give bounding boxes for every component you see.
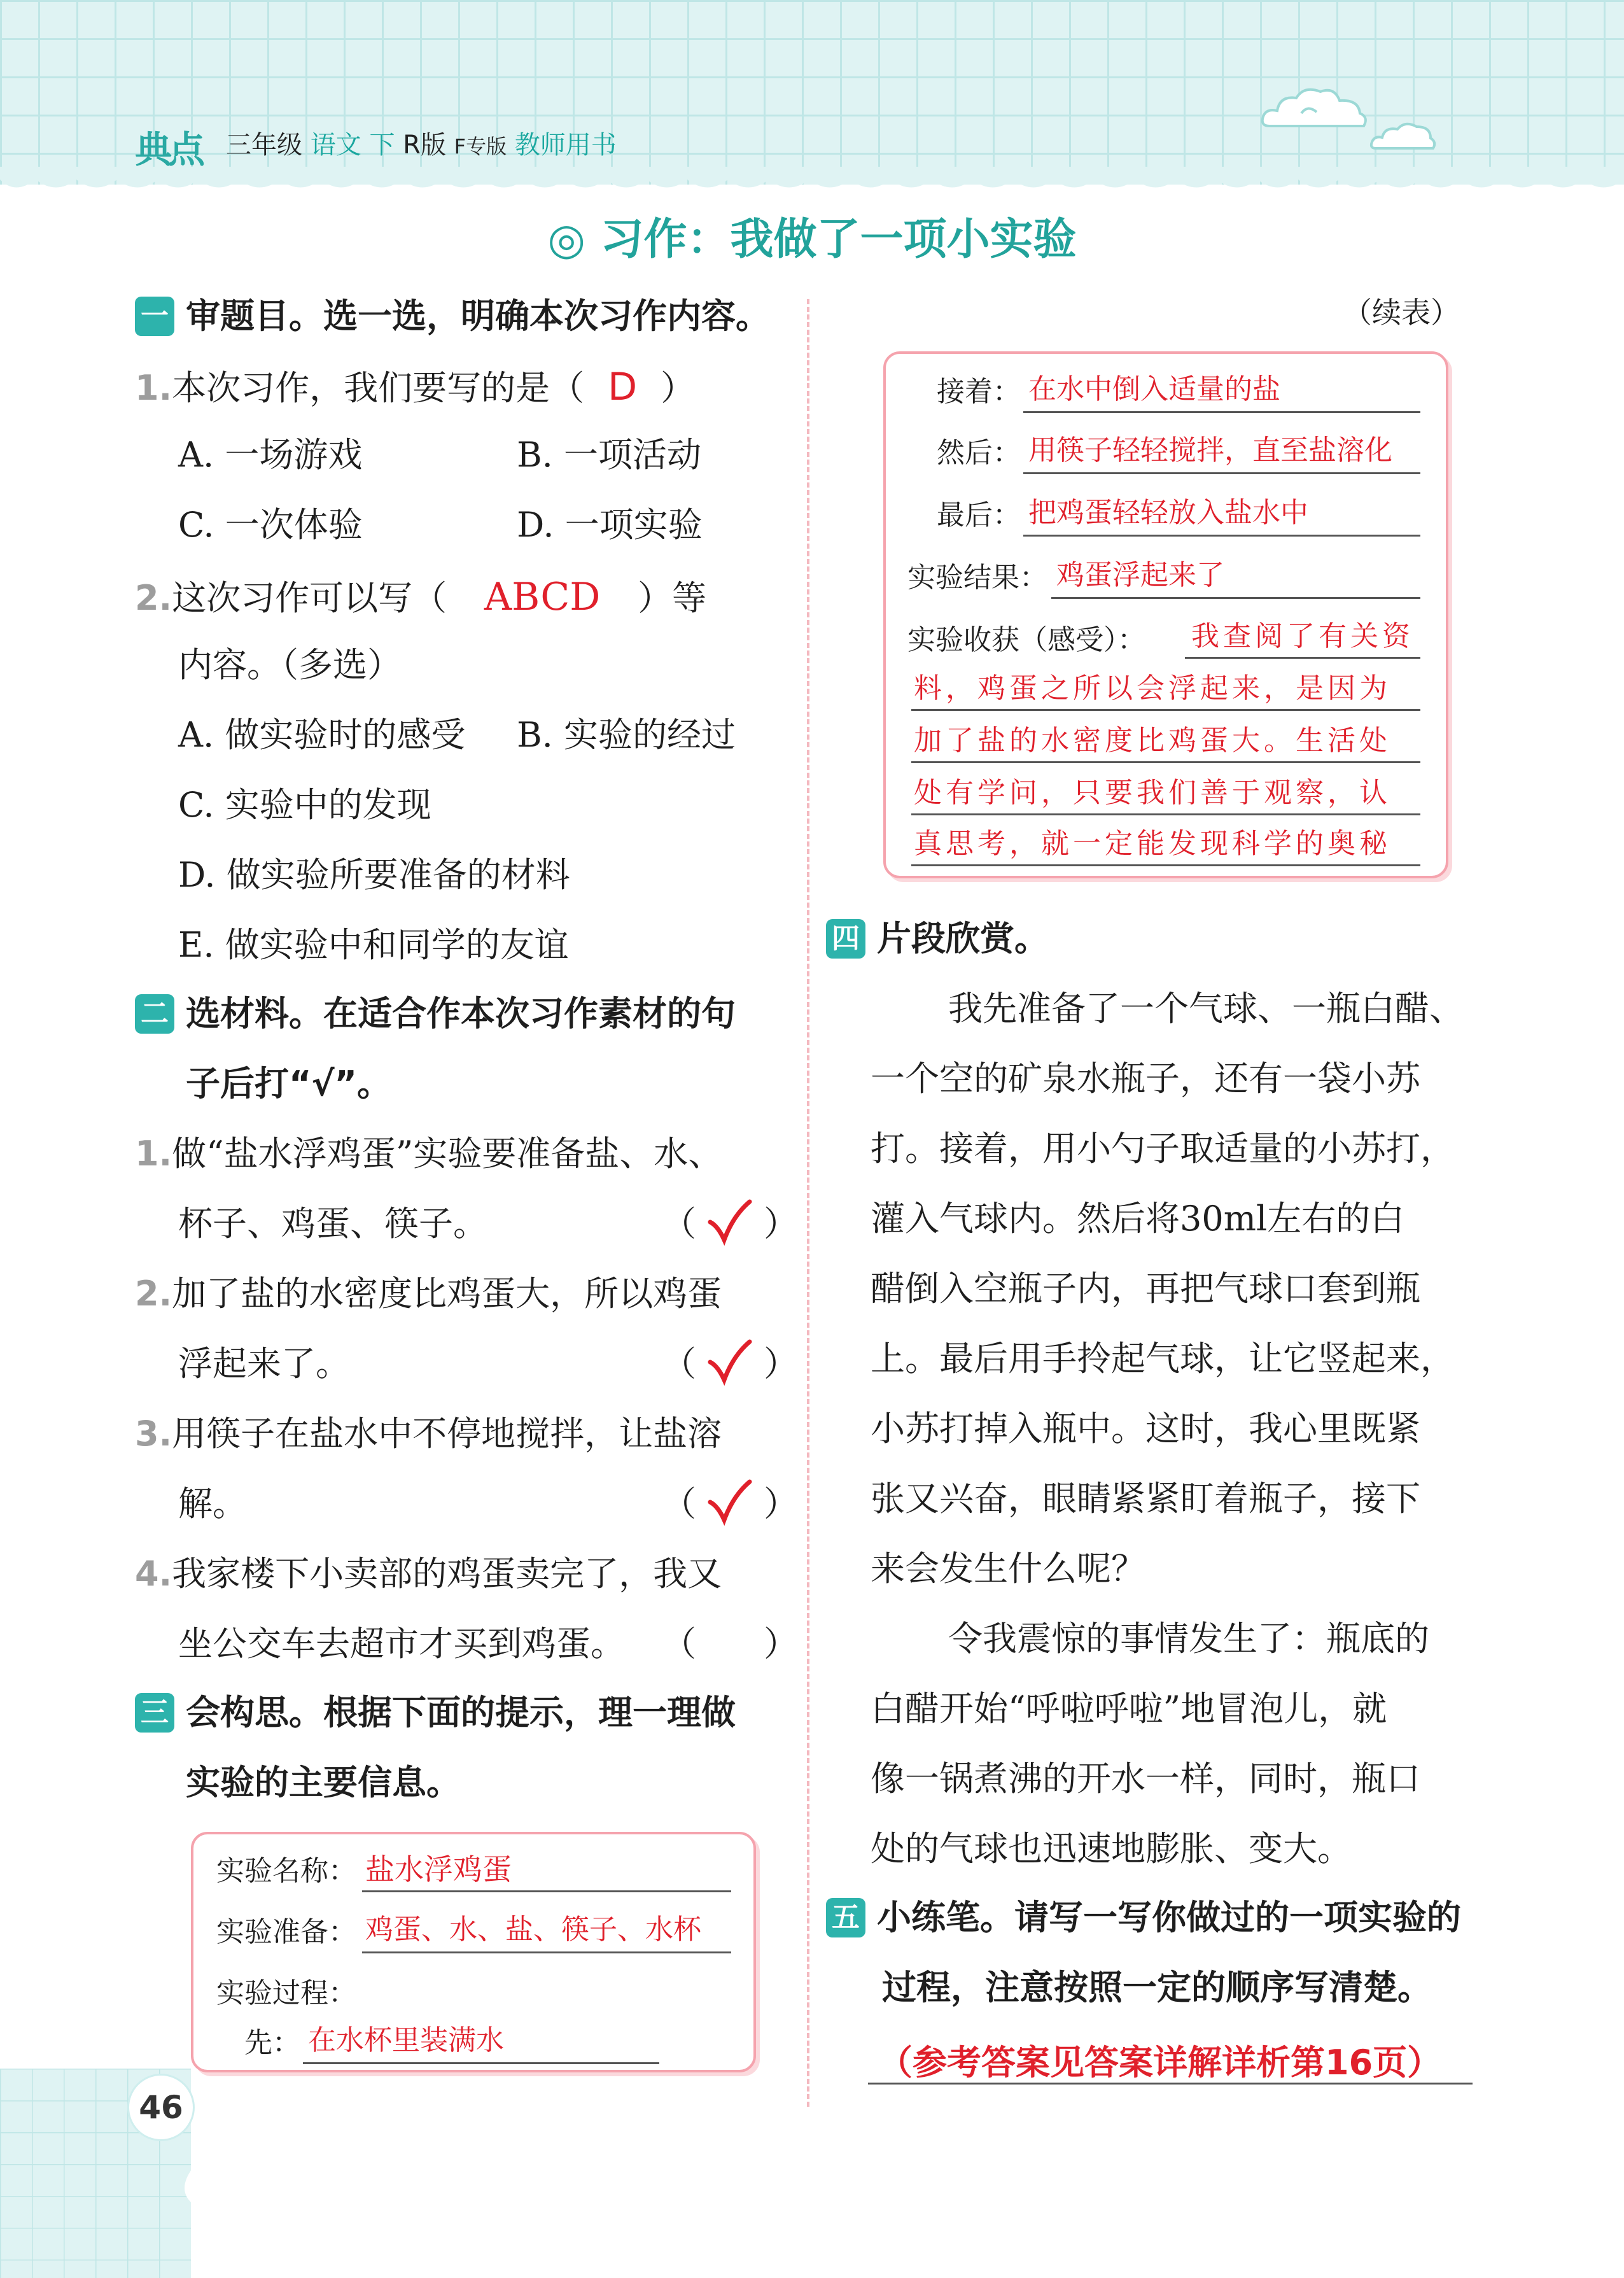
header-term: 下 (369, 130, 395, 160)
option-a: A. 做实验时的感受 (178, 715, 466, 755)
gain-line: 处有学问，只要我们善于观察，认 (914, 777, 1391, 809)
question-text: ）等 (638, 578, 707, 618)
experiment-info-card (191, 1832, 756, 2072)
prep-label: 实验准备： (216, 1916, 356, 1948)
paren-open: （ (662, 1344, 696, 1384)
question-2-line2: 内容。（多选） (178, 645, 402, 685)
answer-underline (868, 2083, 1473, 2085)
brand-logo: 典点 (135, 128, 202, 171)
gain-label: 实验收获（感受）： (907, 624, 1145, 656)
first-value: 在水杯里装满水 (308, 2024, 504, 2057)
check-mark-icon (705, 1198, 753, 1246)
header-special: F专版 (454, 134, 507, 158)
name-value: 盐水浮鸡蛋 (365, 1852, 512, 1887)
section3-heading-line1: 会构思。根据下面的提示，理一理做 (186, 1692, 736, 1733)
question-number: 1. (135, 368, 172, 408)
section-badge-4: 四 (826, 919, 865, 959)
page-number: 46 (127, 2074, 195, 2141)
header-edition: R版 (403, 130, 446, 160)
section1-heading: 审题目。选一选，明确本次习作内容。 (186, 296, 770, 336)
gain-line: 真思考，就一定能发现科学的奥秘 (914, 827, 1391, 860)
answer-underline (911, 709, 1420, 711)
answer-underline (362, 1890, 731, 1892)
then-value: 用筷子轻轻搅拌，直至盐溶化 (1028, 434, 1392, 467)
item-text: 用筷子在盐水中不停地搅拌，让盐溶 (172, 1414, 722, 1454)
paren-open: （ (662, 1204, 696, 1244)
item-text-line2: 坐公交车去超市才买到鸡蛋。 (178, 1624, 625, 1664)
passage-line: 一个空的矿泉水瓶子，还有一袋小苏 (871, 1058, 1420, 1099)
option-d: D. 一项实验 (517, 505, 703, 545)
section5-heading-line2: 过程，注意按照一定的顺序写清楚。 (882, 1967, 1432, 2007)
passage-line: 令我震惊的事情发生了：瓶底的 (948, 1619, 1429, 1659)
passage-line: 像一锅煮沸的开水一样，同时，瓶口 (871, 1759, 1420, 1799)
item-number: 4. (135, 1554, 172, 1594)
section-badge-3: 三 (135, 1693, 174, 1733)
answer-underline (303, 2062, 659, 2064)
question-number: 2. (135, 578, 172, 618)
column-divider (807, 299, 809, 2107)
passage-line: 灌入气球内。然后将30ml左右的白 (871, 1199, 1405, 1239)
answer-underline (1023, 535, 1420, 537)
answer-underline (1185, 657, 1420, 659)
item-number: 2. (135, 1274, 172, 1314)
list-item (135, 1274, 722, 1314)
page-title: ◎ 习作：我做了一项小实验 (547, 214, 1077, 265)
process-label: 实验过程： (216, 1977, 356, 2009)
answer-underline (1051, 597, 1420, 599)
item-text: 我家楼下小卖部的鸡蛋卖完了，我又 (172, 1554, 722, 1594)
passage-line: 处的气球也迅速地膨胀、变大。 (871, 1829, 1352, 1869)
last-label: 最后： (937, 499, 1021, 531)
item-text-line2: 解。 (178, 1484, 247, 1524)
paren-close: ） (764, 1204, 798, 1244)
name-label: 实验名称： (216, 1855, 356, 1887)
option-e: E. 做实验中和同学的友谊 (178, 925, 569, 965)
list-item (135, 1134, 723, 1174)
item-text: 加了盐的水密度比鸡蛋大，所以鸡蛋 (172, 1274, 722, 1314)
paren-close: ） (764, 1624, 798, 1664)
question-text: 这次习作可以写（ (172, 578, 447, 618)
header-book: 教师用书 (514, 130, 617, 160)
option-b: B. 一项活动 (517, 435, 702, 475)
continued-note: （续表） (1343, 295, 1460, 330)
item-text-line2: 浮起来了。 (178, 1344, 350, 1384)
section-badge-1: 一 (135, 297, 174, 336)
paren-open: （ (662, 1624, 696, 1664)
cloud-icon (1257, 81, 1371, 139)
section-badge-5: 五 (826, 1898, 865, 1937)
item-number: 1. (135, 1134, 172, 1174)
answer-underline (911, 864, 1420, 866)
section5-heading-line1: 小练笔。请写一写你做过的一项实验的 (877, 1897, 1461, 1937)
list-item (135, 1414, 722, 1454)
next-label: 接着： (937, 376, 1021, 408)
check-mark-icon (705, 1338, 753, 1386)
experiment-process-card (883, 351, 1448, 878)
cloud-icon (1368, 118, 1438, 156)
gain-line: 我查阅了有关资 (1191, 620, 1414, 652)
section2-heading-line2: 子后打“√”。 (186, 1064, 391, 1104)
header-book-info (226, 125, 617, 161)
passage-line: 我先准备了一个气球、一瓶白醋、 (948, 988, 1464, 1029)
result-label: 实验结果： (907, 561, 1047, 594)
paren-close: ） (764, 1344, 798, 1384)
answer-underline (1023, 411, 1420, 413)
question-text: 本次习作，我们要写的是（ (172, 368, 585, 408)
answer-underline (911, 761, 1420, 763)
answer-underline (362, 1951, 731, 1953)
option-c: C. 实验中的发现 (178, 785, 431, 825)
answer-text: ABCD (484, 575, 601, 619)
passage-line: 小苏打掉入瓶中。这时，我心里既紧 (871, 1409, 1420, 1449)
header-subject: 语文 (310, 130, 361, 160)
passage-line: 来会发生什么呢？ (871, 1549, 1145, 1589)
answer-text: D (607, 365, 638, 409)
answer-reference: （参考答案见答案详解详析第16页） (878, 2042, 1442, 2083)
gain-line: 加了盐的水密度比鸡蛋大。生活处 (914, 724, 1391, 757)
paren-close: ） (764, 1484, 798, 1524)
option-b: B. 实验的经过 (517, 715, 736, 755)
question-text: ） (661, 368, 696, 408)
passage-line: 白醋开始“呼啦呼啦”地冒泡儿，就 (871, 1689, 1387, 1729)
result-value: 鸡蛋浮起来了 (1056, 559, 1224, 591)
option-c: C. 一次体验 (178, 505, 363, 545)
item-text: 做“盐水浮鸡蛋”实验要准备盐、水、 (172, 1134, 723, 1174)
last-value: 把鸡蛋轻轻放入盐水中 (1028, 496, 1308, 529)
first-label: 先： (244, 2027, 300, 2059)
header-wave-edge (0, 167, 1624, 205)
question-2 (135, 575, 707, 619)
question-1 (135, 365, 696, 409)
item-text-line2: 杯子、鸡蛋、筷子。 (178, 1204, 487, 1244)
answer-underline (1023, 472, 1420, 474)
prep-value: 鸡蛋、水、盐、筷子、水杯 (365, 1913, 701, 1946)
check-mark-icon (705, 1478, 753, 1526)
passage-line: 醋倒入空瓶子内，再把气球口套到瓶 (871, 1269, 1420, 1309)
gain-line: 料，鸡蛋之所以会浮起来，是因为 (914, 672, 1391, 705)
next-value: 在水中倒入适量的盐 (1028, 373, 1280, 405)
option-a: A. 一场游戏 (178, 435, 363, 475)
passage-line: 上。最后用手拎起气球，让它竖起来， (871, 1339, 1455, 1379)
section4-heading: 片段欣赏。 (877, 918, 1049, 959)
section2-heading-line1: 选材料。在适合作本次习作素材的句 (186, 994, 736, 1034)
then-label: 然后： (937, 437, 1021, 469)
option-d: D. 做实验所要准备的材料 (178, 855, 570, 895)
passage-line: 打。接着，用小勺子取适量的小苏打， (871, 1128, 1455, 1169)
answer-underline (911, 813, 1420, 815)
passage-line: 张又兴奋，眼睛紧紧盯着瓶子，接下 (871, 1479, 1420, 1519)
item-number: 3. (135, 1414, 172, 1454)
section3-heading-line2: 实验的主要信息。 (186, 1762, 461, 1803)
header-grade: 三年级 (226, 130, 302, 160)
section-badge-2: 二 (135, 994, 174, 1034)
paren-open: （ (662, 1484, 696, 1524)
list-item (135, 1554, 722, 1594)
